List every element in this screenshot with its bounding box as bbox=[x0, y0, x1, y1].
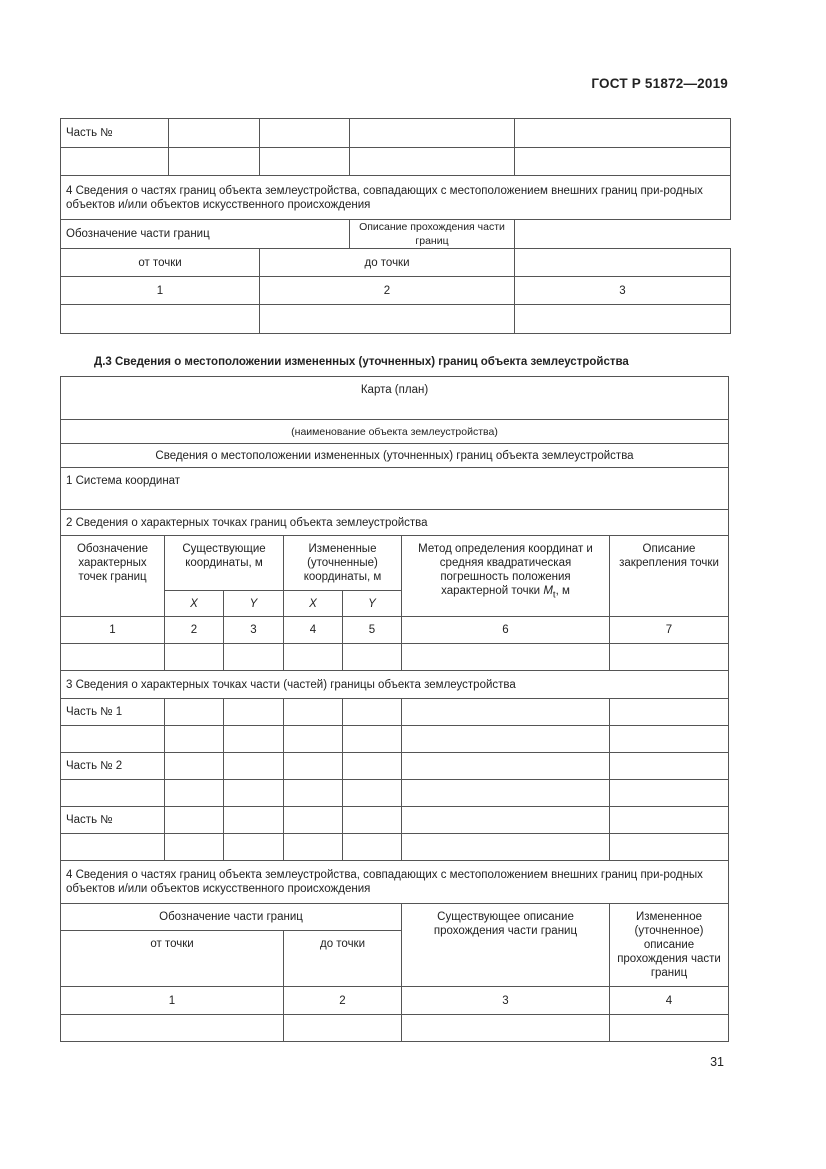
col-existing: Существующие координаты, м bbox=[165, 536, 284, 591]
column-number: 2 bbox=[284, 987, 402, 1015]
table-cell bbox=[610, 753, 729, 780]
table-cell bbox=[402, 699, 610, 726]
from-point-header: от точки bbox=[61, 931, 284, 987]
table-cell bbox=[402, 780, 610, 807]
column-number: 3 bbox=[402, 987, 610, 1015]
part-label: Часть № 1 bbox=[61, 699, 165, 726]
col-method bbox=[402, 536, 610, 617]
section-heading: Д.3 Сведения о местоположении измененных (уточненных) границ объекта землеустройства bbox=[94, 356, 629, 368]
table-cell bbox=[343, 644, 402, 671]
from-point-header: от точки bbox=[61, 249, 260, 277]
column-number: 4 bbox=[284, 617, 343, 644]
table-cell bbox=[402, 753, 610, 780]
col-method-subscript: t bbox=[552, 589, 556, 601]
column-number: 3 bbox=[224, 617, 284, 644]
table-cell bbox=[224, 699, 284, 726]
col-designation: Обозначение характерных точек границ bbox=[61, 536, 165, 617]
table-cell bbox=[165, 644, 224, 671]
table-cell bbox=[284, 699, 343, 726]
table-cell bbox=[610, 1015, 729, 1042]
column-number: 7 bbox=[610, 617, 729, 644]
table-cell bbox=[402, 807, 610, 834]
table-cell bbox=[610, 807, 729, 834]
table-cell bbox=[260, 305, 515, 334]
col-fixing: Описание закрепления точки bbox=[610, 536, 729, 617]
table-cell bbox=[224, 780, 284, 807]
table-cell bbox=[610, 780, 729, 807]
column-number: 1 bbox=[61, 987, 284, 1015]
table-cell bbox=[515, 148, 731, 176]
table-cell bbox=[165, 834, 224, 861]
existing-description: Существующее описание прохождения части границ bbox=[402, 904, 610, 987]
table-cell bbox=[165, 807, 224, 834]
description-header: Описание прохождения части границ bbox=[350, 220, 515, 249]
points-title: 2 Сведения о характерных точках границ объекта землеустройства bbox=[61, 510, 729, 536]
table-cell bbox=[61, 726, 165, 753]
document-code: ГОСТ Р 51872—2019 bbox=[591, 76, 728, 91]
table-cell bbox=[515, 249, 731, 277]
part-label: Часть № bbox=[61, 807, 165, 834]
table-cell bbox=[350, 119, 515, 148]
table-cell bbox=[260, 148, 350, 176]
table-cell bbox=[515, 305, 731, 334]
changed-description: Измененное (уточненное) описание прохождения части границ bbox=[610, 904, 729, 987]
column-number: 5 bbox=[343, 617, 402, 644]
table-cell bbox=[343, 780, 402, 807]
table-cell bbox=[343, 699, 402, 726]
table-cell bbox=[284, 753, 343, 780]
table-cell bbox=[610, 699, 729, 726]
section4-title: 4 Сведения о частях границ объекта землеустройства, совпадающих с местоположением внешних границ при-родных объектов и/или объектов искусственного происхождения bbox=[61, 861, 729, 904]
table-cell bbox=[402, 834, 610, 861]
table-cell bbox=[343, 834, 402, 861]
designation-header: Обозначение части границ bbox=[61, 220, 350, 249]
table-cell bbox=[165, 753, 224, 780]
table-cell bbox=[61, 305, 260, 334]
parts-continuation-table bbox=[60, 118, 731, 334]
to-point-header: до точки bbox=[260, 249, 515, 277]
to-point-header: до точки bbox=[284, 931, 402, 987]
axis-y: Y bbox=[343, 591, 402, 617]
column-number: 4 bbox=[610, 987, 729, 1015]
table-cell bbox=[61, 1015, 284, 1042]
table-cell bbox=[224, 644, 284, 671]
table-cell bbox=[402, 1015, 610, 1042]
table-cell bbox=[284, 726, 343, 753]
designation-header: Обозначение части границ bbox=[61, 904, 402, 931]
boundaries-table bbox=[60, 376, 729, 1042]
col-changed: Измененные (уточненные) координаты, м bbox=[284, 536, 402, 591]
part-label: Часть № bbox=[61, 119, 169, 148]
column-number: 1 bbox=[61, 277, 260, 305]
col-method-symbol: M bbox=[543, 585, 553, 597]
axis-x: X bbox=[284, 591, 343, 617]
column-number: 2 bbox=[165, 617, 224, 644]
page-number: 31 bbox=[710, 1055, 724, 1069]
column-number: 1 bbox=[61, 617, 165, 644]
column-number: 6 bbox=[402, 617, 610, 644]
table-cell bbox=[61, 644, 165, 671]
part-label: Часть № 2 bbox=[61, 753, 165, 780]
part-points-title: 3 Сведения о характерных точках части (частей) границы объекта землеустройства bbox=[61, 671, 729, 699]
table-cell bbox=[165, 726, 224, 753]
table-cell bbox=[224, 753, 284, 780]
boundaries-title: Сведения о местоположении измененных (уточненных) границ объекта землеустройства bbox=[61, 444, 729, 468]
column-number: 2 bbox=[260, 277, 515, 305]
table-cell bbox=[284, 1015, 402, 1042]
map-title: Карта (план) bbox=[61, 377, 729, 420]
table-cell bbox=[343, 807, 402, 834]
table-cell bbox=[610, 726, 729, 753]
table-cell bbox=[402, 644, 610, 671]
col-method-unit: , м bbox=[555, 585, 570, 597]
table-cell bbox=[224, 807, 284, 834]
table-cell bbox=[515, 119, 731, 148]
table-cell bbox=[343, 726, 402, 753]
table-cell bbox=[284, 807, 343, 834]
table-cell bbox=[61, 148, 169, 176]
table-cell bbox=[284, 644, 343, 671]
table-cell bbox=[61, 780, 165, 807]
object-name-caption: (наименование объекта землеустройства) bbox=[61, 420, 729, 444]
axis-y: Y bbox=[224, 591, 284, 617]
table-cell bbox=[165, 699, 224, 726]
coordinate-system: 1 Система координат bbox=[61, 468, 729, 510]
table-cell bbox=[224, 726, 284, 753]
table-cell bbox=[260, 119, 350, 148]
axis-x: X bbox=[165, 591, 224, 617]
table-cell bbox=[343, 753, 402, 780]
table-cell bbox=[169, 148, 260, 176]
table-cell bbox=[61, 834, 165, 861]
column-number: 3 bbox=[515, 277, 731, 305]
section4-title: 4 Сведения о частях границ объекта землеустройства, совпадающих с местоположением внешних границ при-родных объектов и/или объектов искусственного происхождения bbox=[61, 176, 731, 220]
table-cell bbox=[224, 834, 284, 861]
table-cell bbox=[610, 834, 729, 861]
table-cell bbox=[402, 726, 610, 753]
table-cell bbox=[284, 834, 343, 861]
table-cell bbox=[610, 644, 729, 671]
table-cell bbox=[284, 780, 343, 807]
table-cell bbox=[169, 119, 260, 148]
table-cell bbox=[350, 148, 515, 176]
col-method-text: Метод определения координат и средняя квадратическая погрешность положения характерной точки bbox=[418, 543, 593, 597]
table-cell bbox=[165, 780, 224, 807]
